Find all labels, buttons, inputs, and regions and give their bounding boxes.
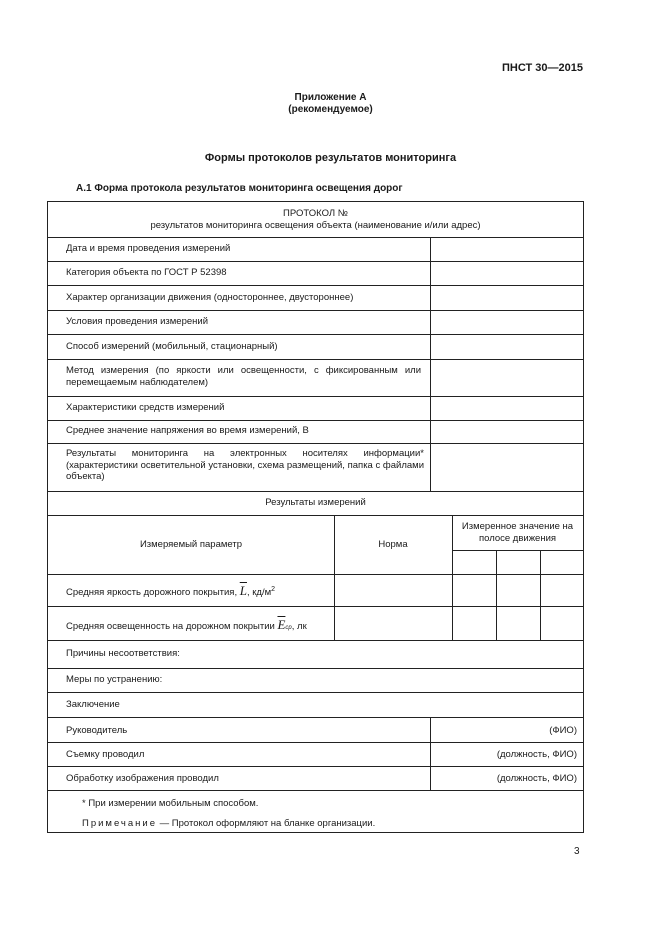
info-row-label: Дата и время проведения измерений [66,243,231,254]
luminance-symbol: $\overline{L}$ [239,583,247,598]
footnote: * При измерении мобильным способом. [82,798,259,809]
results-title: Результаты измерений [265,497,366,508]
document-code: ПНСТ 30—2015 [501,62,583,74]
note: Примечание — Протокол оформляют на бланке организации. [82,818,376,829]
protocol-subtitle: результатов мониторинга освещения объекта (наименование и/или адрес) [150,220,481,231]
page-title: Формы протоколов результатов мониторинга [204,152,457,164]
info-row-label: Результаты мониторинга на электронных носителях информации* (характеристики осветительной установки, схема размещений, папка с файлами объекта) [66,448,424,482]
column-header-measured: Измеренное значение на полосе движения [461,521,574,544]
info-row-label: Условия проведения измерений [66,316,209,327]
measures-label: Меры по устранению: [66,674,163,685]
info-row-label: Характер организации движения (одностороннее, двустороннее) [66,292,354,303]
protocol-form [47,201,584,833]
column-header-parameter: Измеряемый параметр [139,539,243,550]
sign-row-value: (должность, ФИО) [496,749,577,760]
info-row-label: Метод измерения (по яркости или освещенности, с фиксированным или перемещаемым наблюдателем) [66,365,421,388]
section-title: А.1 Форма протокола результатов мониторинга освещения дорог [76,183,403,194]
illuminance-row-label: Средняя освещенность на дорожном покрытии $\overline{E}ср$, лк [66,617,307,632]
illuminance-symbol: $\overline{E}$ [277,617,286,632]
column-header-norm: Норма [378,539,408,550]
sign-row-value: (должность, ФИО) [496,773,577,784]
info-row-label: Способ измерений (мобильный, стационарный) [66,341,278,352]
note-label: Примечание [82,818,157,829]
nonconformity-label: Причины несоответствия: [66,648,180,659]
page-number: 3 [574,846,580,857]
info-row-label: Среднее значение напряжения во время измерений, В [66,425,309,436]
info-row-label: Характеристики средств измерений [66,402,225,413]
sign-row-label: Съемку проводил [66,749,145,760]
info-row-label: Категория объекта по ГОСТ Р 52398 [66,267,227,278]
annex-title: Приложение А [294,92,367,103]
luminance-row-label: Средняя яркость дорожного покрытия, $\overline{L}$, $кд/м^2$ [66,583,276,598]
sign-row-value: (ФИО) [549,725,577,736]
sign-row-label: Руководитель [66,725,128,736]
sign-row-label: Обработку изображения проводил [66,773,219,784]
conclusion-label: Заключение [66,699,120,710]
annex-subtitle: (рекомендуемое) [288,104,373,115]
protocol-title: ПРОТОКОЛ № [283,208,348,219]
